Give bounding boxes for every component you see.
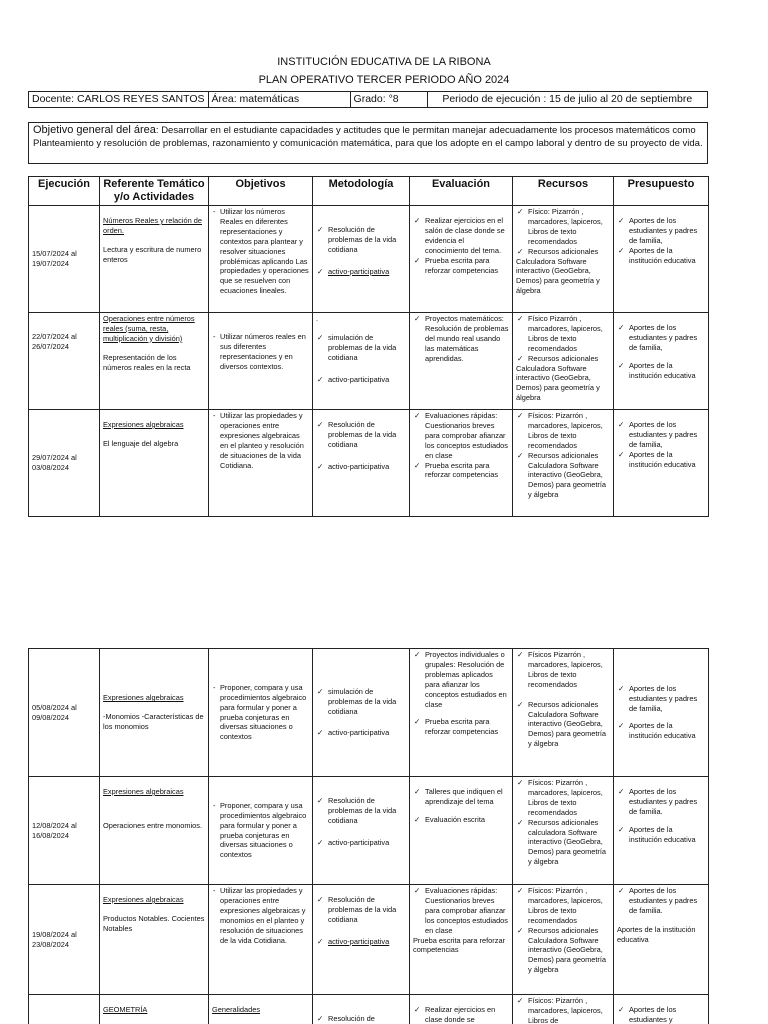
objective-item: - Proponer, compara y usa procedimientos algebraico para formular y poner a prueba conjeturas en diversas situaciones o contextos <box>212 801 309 860</box>
objective-cell <box>209 313 313 410</box>
budget-item: ✓ Aportes de la institución educativa <box>617 450 705 470</box>
objective-item: - Utilizar las propiedades y operaciones entre expresiones algebraicas en el planteo y resolución de situaciones de la vida Cotidiana. <box>212 411 309 470</box>
evaluation-cell <box>410 649 513 777</box>
evaluation-item: ✓ Realizar ejercicios en el salón de clase donde se evidencia el conocimiento del tema. <box>413 216 509 256</box>
date-cell <box>29 313 100 410</box>
objective-cell <box>209 649 313 777</box>
plan-table-2 <box>28 648 709 1024</box>
topic-title: Expresiones algebraicas <box>103 787 184 796</box>
budget-item: ✓ Aportes de los estudiantes y padres de familia, <box>617 216 705 246</box>
objective-item: - Utilizar las propiedades y operaciones entre expresiones algebraicas y monomios en el planteo y resolución de situaciones de la vida Cotidiana. <box>212 886 309 945</box>
method-item: ✓ activo-participativa <box>316 375 406 385</box>
resources-item: ✓ Recursos adicionales Calculadora Software interactivo (GeoGebra, Demos) para geometría y álgebra <box>516 926 610 976</box>
plan-table-1 <box>28 176 709 517</box>
resources-item: ✓ Recursos adicionales <box>516 247 610 257</box>
evaluation-item: ✓ Prueba escrita para reforzar competencias <box>413 461 509 481</box>
grado-cell: Grado: °8 <box>350 92 427 108</box>
method-item: ✓ Resolución de <box>316 1014 406 1024</box>
objective-title: Generalidades <box>212 1005 261 1014</box>
budget-item: ✓ Aportes de los estudiantes y padres de familia, <box>617 684 705 714</box>
evaluation-item: ✓ Prueba escrita para reforzar competencias <box>413 256 509 276</box>
objective-item: - Proponer, compara y usa procedimientos algebraico para formular y poner a prueba conjeturas en diversas situaciones o contextos <box>212 683 309 742</box>
col-metodologia: Metodología <box>313 177 410 206</box>
topic-cell <box>100 410 209 517</box>
topic-cell <box>100 885 209 995</box>
method-cell <box>313 995 410 1024</box>
method-cell <box>313 410 410 517</box>
topic-title: Números Reales y relación de orden. <box>103 216 202 235</box>
objective-cell <box>209 885 313 995</box>
col-recursos: Recursos <box>513 177 614 206</box>
evaluation-item: ✓ Evaluaciones rápidas: Cuestionarios breves para comprobar afianzar los conceptos estudiados en clase <box>413 886 509 936</box>
topic-cell <box>100 995 209 1024</box>
method-dot: . <box>316 314 319 323</box>
institution-title: INSTITUCIÓN EDUCATIVA DE LA RIBONA <box>277 56 491 68</box>
resources-item: ✓ Recursos adicionales <box>516 354 610 364</box>
method-item: ✓ Resolución de problemas de la vida cotidiana <box>316 420 406 450</box>
objective-item: - Utilizar los números Reales en diferentes representaciones y contextos para plantear y resolver situaciones problémicas aplicando Las propiedades y operaciones que se resuelven con ecuaciones lineales. <box>212 207 309 296</box>
objective-item: - Utilizar números reales en sus diferentes representaciones y en diversos contextos. <box>212 332 309 372</box>
area-cell: Área: matemáticas <box>208 92 350 108</box>
method-item: ✓ simulación de problemas de la vida cotidiana <box>316 687 406 717</box>
evaluation-cell <box>410 777 513 885</box>
objective-text: : Desarrollar en el estudiante capacidades y actitudes que le permitan manejar adecuadamente los procesos matemáticos como Planteamiento y resolución de problemas, razonamiento y comunicación matemática, para que los adopte en el campo laboral y dentro de su proyecto de vida. <box>33 125 703 149</box>
resources-item: ✓ Físicos: Pizarrón , marcadores, lapiceros, Libros de texto recomendados <box>516 778 610 818</box>
budget-cell <box>614 206 709 313</box>
resources-item: ✓ Recursos adicionales Calculadora Software interactivo (GeoGebra, Demos) para geometría y álgebra <box>516 451 610 501</box>
evaluation-item: ✓ Proyectos matemáticos: Resolución de problemas del mundo real usando las matemáticas aprendidas. <box>413 314 509 364</box>
evaluation-item: ✓ Evaluación escrita <box>413 815 509 825</box>
method-item: ✓ Resolución de problemas de la vida cotidiana <box>316 225 406 255</box>
evaluation-cell <box>410 885 513 995</box>
objective-label: Objetivo general del área <box>33 124 156 136</box>
date-cell: 15/07/2024 al 19/07/2024 <box>29 206 100 313</box>
method-item: ✓ simulación de problemas de la vida cotidiana <box>316 333 406 363</box>
topic-title: Expresiones algebraicas <box>103 693 184 703</box>
topic-title: GEOMETRÍA <box>103 1005 148 1014</box>
topic-title: Expresiones algebraicas <box>103 420 184 429</box>
method-item: ✓ activo-participativa <box>316 838 406 848</box>
evaluation-item: ✓ Evaluaciones rápidas: Cuestionarios breves para comprobar afianzar los conceptos estudiados en clase <box>413 411 509 461</box>
method-item: ✓ activo-participativa <box>316 937 406 947</box>
resources-item: ✓ Físico: Pizarrón , marcadores, lapiceros, Libros de texto recomendados <box>516 207 610 247</box>
topic-title: Expresiones algebraicas <box>103 895 184 904</box>
resources-cell <box>513 410 614 517</box>
evaluation-item: ✓ Realizar ejercicios en clase donde se <box>413 1005 509 1024</box>
resources-item: ✓ Físicos: Pizarrón , marcadores, lapiceros, Libros de texto recomendados <box>516 886 610 926</box>
budget-item: ✓ Aportes de los estudiantes y <box>617 1005 705 1024</box>
budget-cell <box>614 313 709 410</box>
general-objective <box>28 122 708 164</box>
date-cell: 29/07/2024 al 03/08/2024 <box>29 410 100 517</box>
method-item: ✓ activo-participativa <box>316 728 406 738</box>
objective-cell <box>209 410 313 517</box>
budget-cell <box>614 410 709 517</box>
col-objetivos: Objetivos <box>209 177 313 206</box>
method-item: ✓ activo-participativa <box>316 267 406 277</box>
header-row <box>29 177 709 206</box>
topic-cell <box>100 777 209 885</box>
date-cell: 12/08/2024 al 16/08/2024 <box>29 777 100 885</box>
col-presupuesto: Presupuesto <box>614 177 709 206</box>
topic-activity: Representación de los números reales en la recta <box>103 352 191 372</box>
table-row <box>29 313 709 410</box>
docente-cell: Docente: CARLOS REYES SANTOS <box>29 92 209 108</box>
method-cell <box>313 649 410 777</box>
date-cell: 05/08/2024 al 09/08/2024 <box>29 649 100 777</box>
method-item: ✓ Resolución de problemas de la vida cotidiana <box>316 895 406 925</box>
budget-cell <box>614 649 709 777</box>
budget-extra: Aportes de la institución educativa <box>617 924 696 944</box>
col-evaluacion: Evaluación <box>410 177 513 206</box>
topic-cell <box>100 649 209 777</box>
topic-activity: -Monomios -Características de los monomios <box>103 712 204 731</box>
evaluation-item: ✓ Talleres que indiquen el aprendizaje del tema <box>413 787 509 807</box>
topic-activity: Productos Notables. Cocientes Notables <box>103 913 205 933</box>
table-row <box>29 777 709 885</box>
budget-item: ✓ Aportes de los estudiantes y padres de familia. <box>617 787 705 817</box>
resources-item: ✓ Físicos Pizarrón , marcadores, lapiceros, Libros de texto recomendados <box>516 650 610 690</box>
resources-cell <box>513 777 614 885</box>
method-cell <box>313 777 410 885</box>
date-cell: 19/08/2024 al 23/08/2024 <box>29 885 100 995</box>
resources-item: ✓ Físicos: Pizarrón , marcadores, lapiceros, Libros de texto recomendados <box>516 411 610 451</box>
topic-activity: Operaciones entre monomios. <box>103 820 203 830</box>
topic-cell <box>100 313 209 410</box>
resources-cell <box>513 885 614 995</box>
method-item: ✓ activo-participativa <box>316 462 406 472</box>
resources-cell <box>513 995 614 1024</box>
resources-extra: Calculadora Software interactivo (GeoGebra, Demos) para geometría y álgebra <box>516 256 600 296</box>
evaluation-cell <box>410 313 513 410</box>
budget-item: ✓ Aportes de los estudiantes y padres de familia, <box>617 323 705 353</box>
date-text: 22/07/2024 al 26/07/2024 <box>32 332 77 351</box>
budget-item: ✓ Aportes de la institución educativa <box>617 246 705 266</box>
evaluation-extra: Prueba escrita para reforzar competencias <box>413 935 506 955</box>
evaluation-cell <box>410 206 513 313</box>
col-referente: Referente Temático y/o Actividades <box>100 177 209 206</box>
table-row <box>29 410 709 517</box>
resources-item: ✓ Recursos adicionales Calculadora Software interactivo (GeoGebra, Demos) para geometría y álgebra <box>516 700 610 750</box>
periodo-cell: Periodo de ejecución : 15 de julio al 20 de septiembre <box>427 92 707 108</box>
resources-cell <box>513 649 614 777</box>
topic-activity: El lenguaje del algebra <box>103 438 179 448</box>
resources-item: ✓ Físicos: Pizarrón , marcadores, lapiceros, Libros de <box>516 996 610 1024</box>
evaluation-item: ✓ Prueba escrita para reforzar competencias <box>413 717 509 737</box>
evaluation-cell <box>410 995 513 1024</box>
resources-extra: Calculadora Software interactivo (GeoGebra, Demos) para geometría y álgebra <box>516 363 600 403</box>
resources-item: ✓ Físico Pizarrón , marcadores, lapiceros, Libros de texto recomendados <box>516 314 610 354</box>
objective-cell <box>209 995 313 1024</box>
resources-cell <box>513 206 614 313</box>
method-item: ✓ Resolución de problemas de la vida cotidiana <box>316 796 406 826</box>
table-row <box>29 206 709 313</box>
table-row <box>29 649 709 777</box>
budget-cell <box>614 885 709 995</box>
budget-item: ✓ Aportes de la institución educativa <box>617 825 705 845</box>
budget-cell <box>614 995 709 1024</box>
table-row <box>29 995 709 1024</box>
budget-item: ✓ Aportes de los estudiantes y padres de familia, <box>617 420 705 450</box>
resources-item: ✓ Recursos adicionales calculadora Software interactivo (GeoGebra, Demos) para geometría y álgebra <box>516 818 610 868</box>
topic-cell <box>100 206 209 313</box>
budget-item: ✓ Aportes de la institución educativa <box>617 721 705 741</box>
topic-activity: Lectura y escritura de numero enteros <box>103 244 202 264</box>
table-row <box>29 885 709 995</box>
topic-title: Operaciones entre números reales (suma, resta, multiplicación y división) <box>103 314 195 343</box>
date-cell <box>29 995 100 1024</box>
page-2 <box>0 640 768 1024</box>
resources-cell <box>513 313 614 410</box>
evaluation-item: ✓ Proyectos individuales o grupales: Resolución de problemas aplicados para afianzar los conceptos estudiados en clase <box>413 650 509 709</box>
budget-item: ✓ Aportes de los estudiantes y padres de familia. <box>617 886 705 916</box>
budget-cell <box>614 777 709 885</box>
objective-cell <box>209 206 313 313</box>
budget-item: ✓ Aportes de la institución educativa <box>617 361 705 381</box>
evaluation-cell <box>410 410 513 517</box>
method-cell <box>313 313 410 410</box>
col-ejecucion: Ejecución <box>29 177 100 206</box>
plan-title: PLAN OPERATIVO TERCER PERIODO AÑO 2024 <box>258 74 510 86</box>
method-cell <box>313 885 410 995</box>
info-table <box>28 91 708 108</box>
objective-cell <box>209 777 313 885</box>
method-cell <box>313 206 410 313</box>
